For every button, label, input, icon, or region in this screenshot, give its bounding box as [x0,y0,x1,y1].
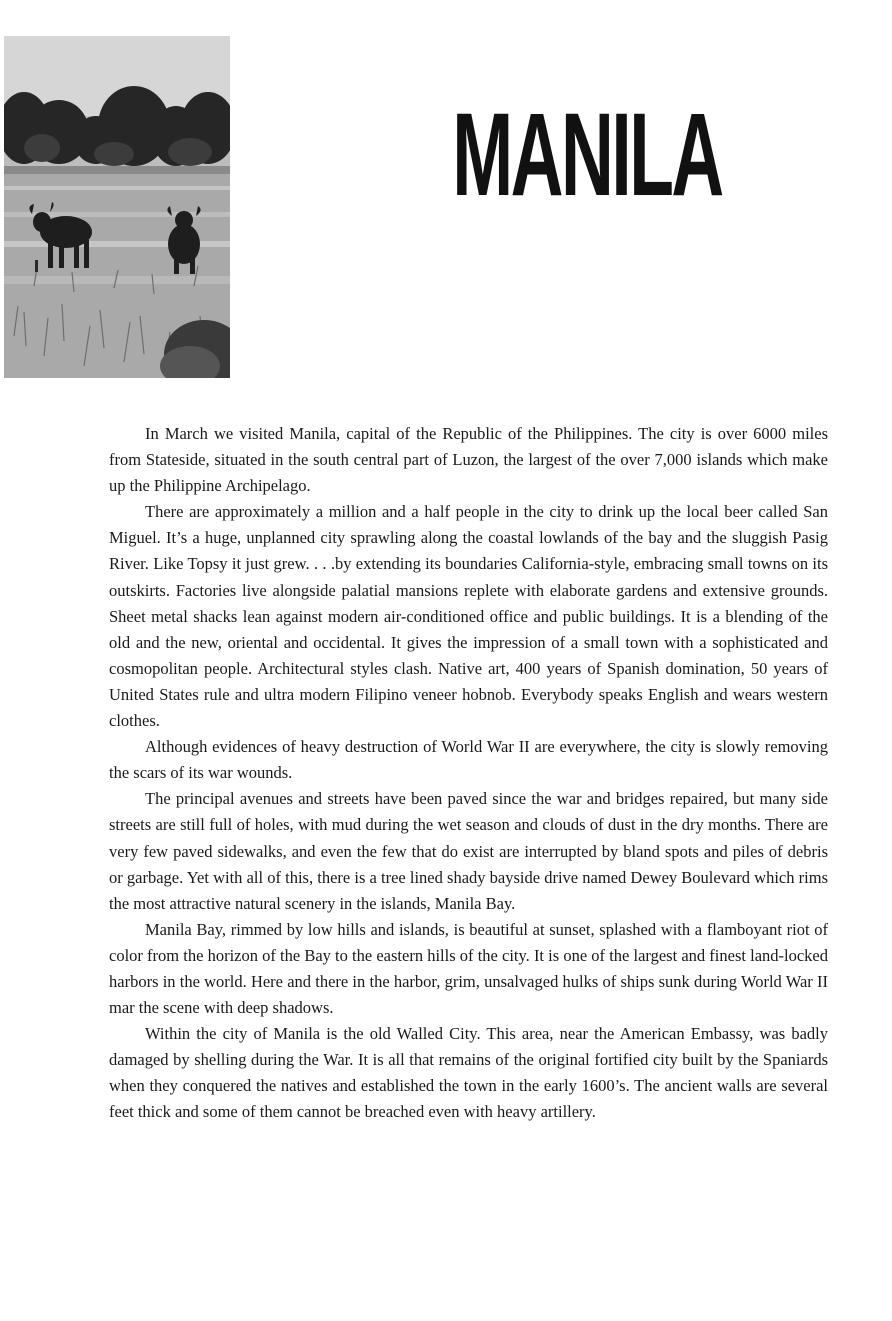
paragraph: The principal avenues and streets have been paved since the war and bridges repaired, but many side streets are still full of holes, with mud during the wet season and clouds of dust in the dry months. There are very few paved sidewalks, and even the few that do exist are interrupted by bland spots and piles of debris or garbage. Yet with all of this, there is a tree lined shady bayside drive named Dewey Boulevard which rims the most attractive natural scenery in the islands, Manila Bay. [109,789,828,913]
paragraph: Although evidences of heavy destruction of World War II are everywhere, the city is slowly removing the scars of its war wounds. [109,737,828,783]
page-title: MANILA [452,89,722,221]
carabao-field-photo [4,36,230,378]
paragraph: Within the city of Manila is the old Walled City. This area, near the American Embassy, was badly damaged by shelling during the War. It is all that remains of the original fortified city built by the Spaniards when they conquered the natives and established the town in the early 1600’s. The ancient walls are several feet thick and some of them cannot be breached even with heavy artillery. [109,1024,828,1122]
paragraph: There are approximately a million and a half people in the city to drink up the local beer called San Miguel. It’s a huge, unplanned city sprawling along the coastal lowlands of the bay and the sluggish Pasig River. Like Topsy it just grew. . . .by extending its boundaries California-style, embracing small towns on its outskirts. Factories live alongside palatial mansions replete with elaborate gardens and extensive grounds. Sheet metal shacks lean against modern air-conditioned office and public buildings. It is a blending of the old and the new, oriental and occidental. It gives the impression of a small town with a sophisticated and cosmopolitan people. Architectural styles clash. Native art, 400 years of Spanish domination, 50 years of United States rule and ultra modern Filipino veneer hobnob. Everybody speaks English and wears western clothes. [109,502,828,731]
paragraph: Manila Bay, rimmed by low hills and islands, is beautiful at sunset, splashed with a flamboyant riot of color from the horizon of the Bay to the eastern hills of the city. It is one of the largest and finest land-locked harbors in the world. Here and there in the harbor, grim, unsalvaged hulks of ships sunk during World War II mar the scene with deep shadows. [109,919,828,1018]
paragraph: In March we visited Manila, capital of the Republic of the Philippines. The city is over 6000 miles from Stateside, situated in the south central part of Luzon, the largest of the over 7,000 islands which make up the Philippine Archipelago. [109,424,828,496]
article-body [109,421,828,1126]
